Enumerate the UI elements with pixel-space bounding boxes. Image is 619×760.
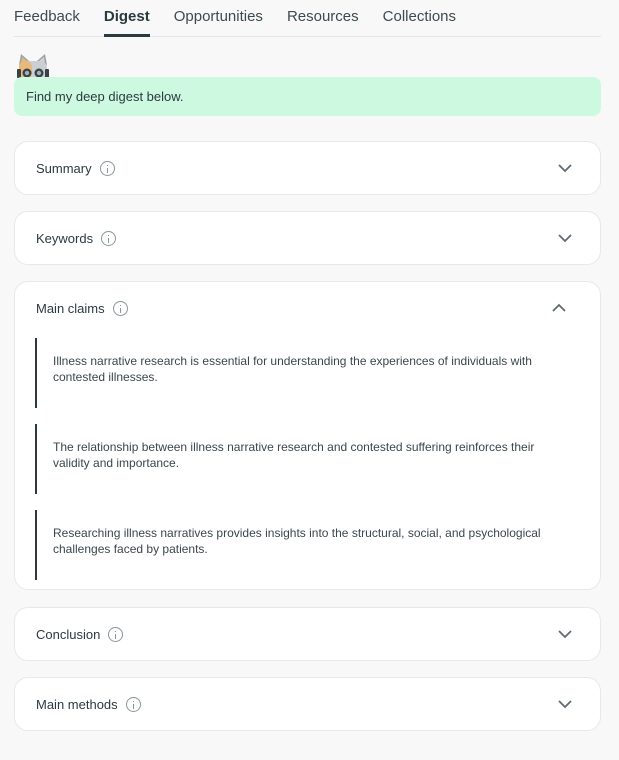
chevron-down-icon[interactable] — [558, 627, 572, 641]
section-conclusion — [14, 607, 601, 661]
section-title: Conclusion — [36, 626, 101, 642]
chevron-down-icon[interactable] — [558, 231, 572, 245]
claim-item: Researching illness narratives provides insights into the structural, social, and psychological challenges faced by patients. — [35, 510, 574, 580]
main-methods-header[interactable] — [15, 678, 600, 730]
cat-mascot-icon — [16, 53, 50, 79]
section-summary — [14, 141, 601, 195]
tab-bar — [14, 0, 601, 37]
section-title: Keywords — [36, 230, 94, 246]
section-title: Summary — [36, 160, 92, 176]
main-claims-header[interactable] — [15, 282, 600, 334]
section-title: Main methods — [36, 696, 118, 712]
digest-banner — [14, 77, 601, 116]
info-icon[interactable] — [126, 697, 141, 712]
chevron-up-icon[interactable] — [552, 301, 566, 315]
keywords-header[interactable] — [15, 212, 600, 264]
info-icon[interactable] — [113, 301, 128, 316]
section-main-methods — [14, 677, 601, 731]
claim-item: The relationship between illness narrative research and contested suffering reinforces their validity and importance. — [35, 424, 574, 494]
tab-feedback[interactable]: Feedback — [14, 8, 80, 25]
tab-digest[interactable]: Digest — [104, 0, 150, 36]
conclusion-header[interactable] — [15, 608, 600, 660]
info-icon[interactable] — [100, 161, 115, 176]
section-keywords — [14, 211, 601, 265]
claim-item: Illness narrative research is essential for understanding the experiences of individuals with contested illnesses. — [35, 338, 574, 408]
info-icon[interactable] — [101, 231, 116, 246]
tab-collections[interactable]: Collections — [382, 8, 457, 25]
section-title: Main claims — [36, 300, 105, 316]
tab-opportunities[interactable]: Opportunities — [173, 8, 263, 25]
chevron-down-icon[interactable] — [558, 697, 572, 711]
summary-header[interactable] — [15, 142, 600, 194]
claims-list — [15, 334, 600, 608]
info-icon[interactable] — [108, 627, 123, 642]
tab-resources[interactable]: Resources — [286, 8, 359, 25]
chevron-down-icon[interactable] — [558, 161, 572, 175]
banner-text: Find my deep digest below. — [26, 89, 184, 104]
section-main-claims — [14, 281, 601, 590]
